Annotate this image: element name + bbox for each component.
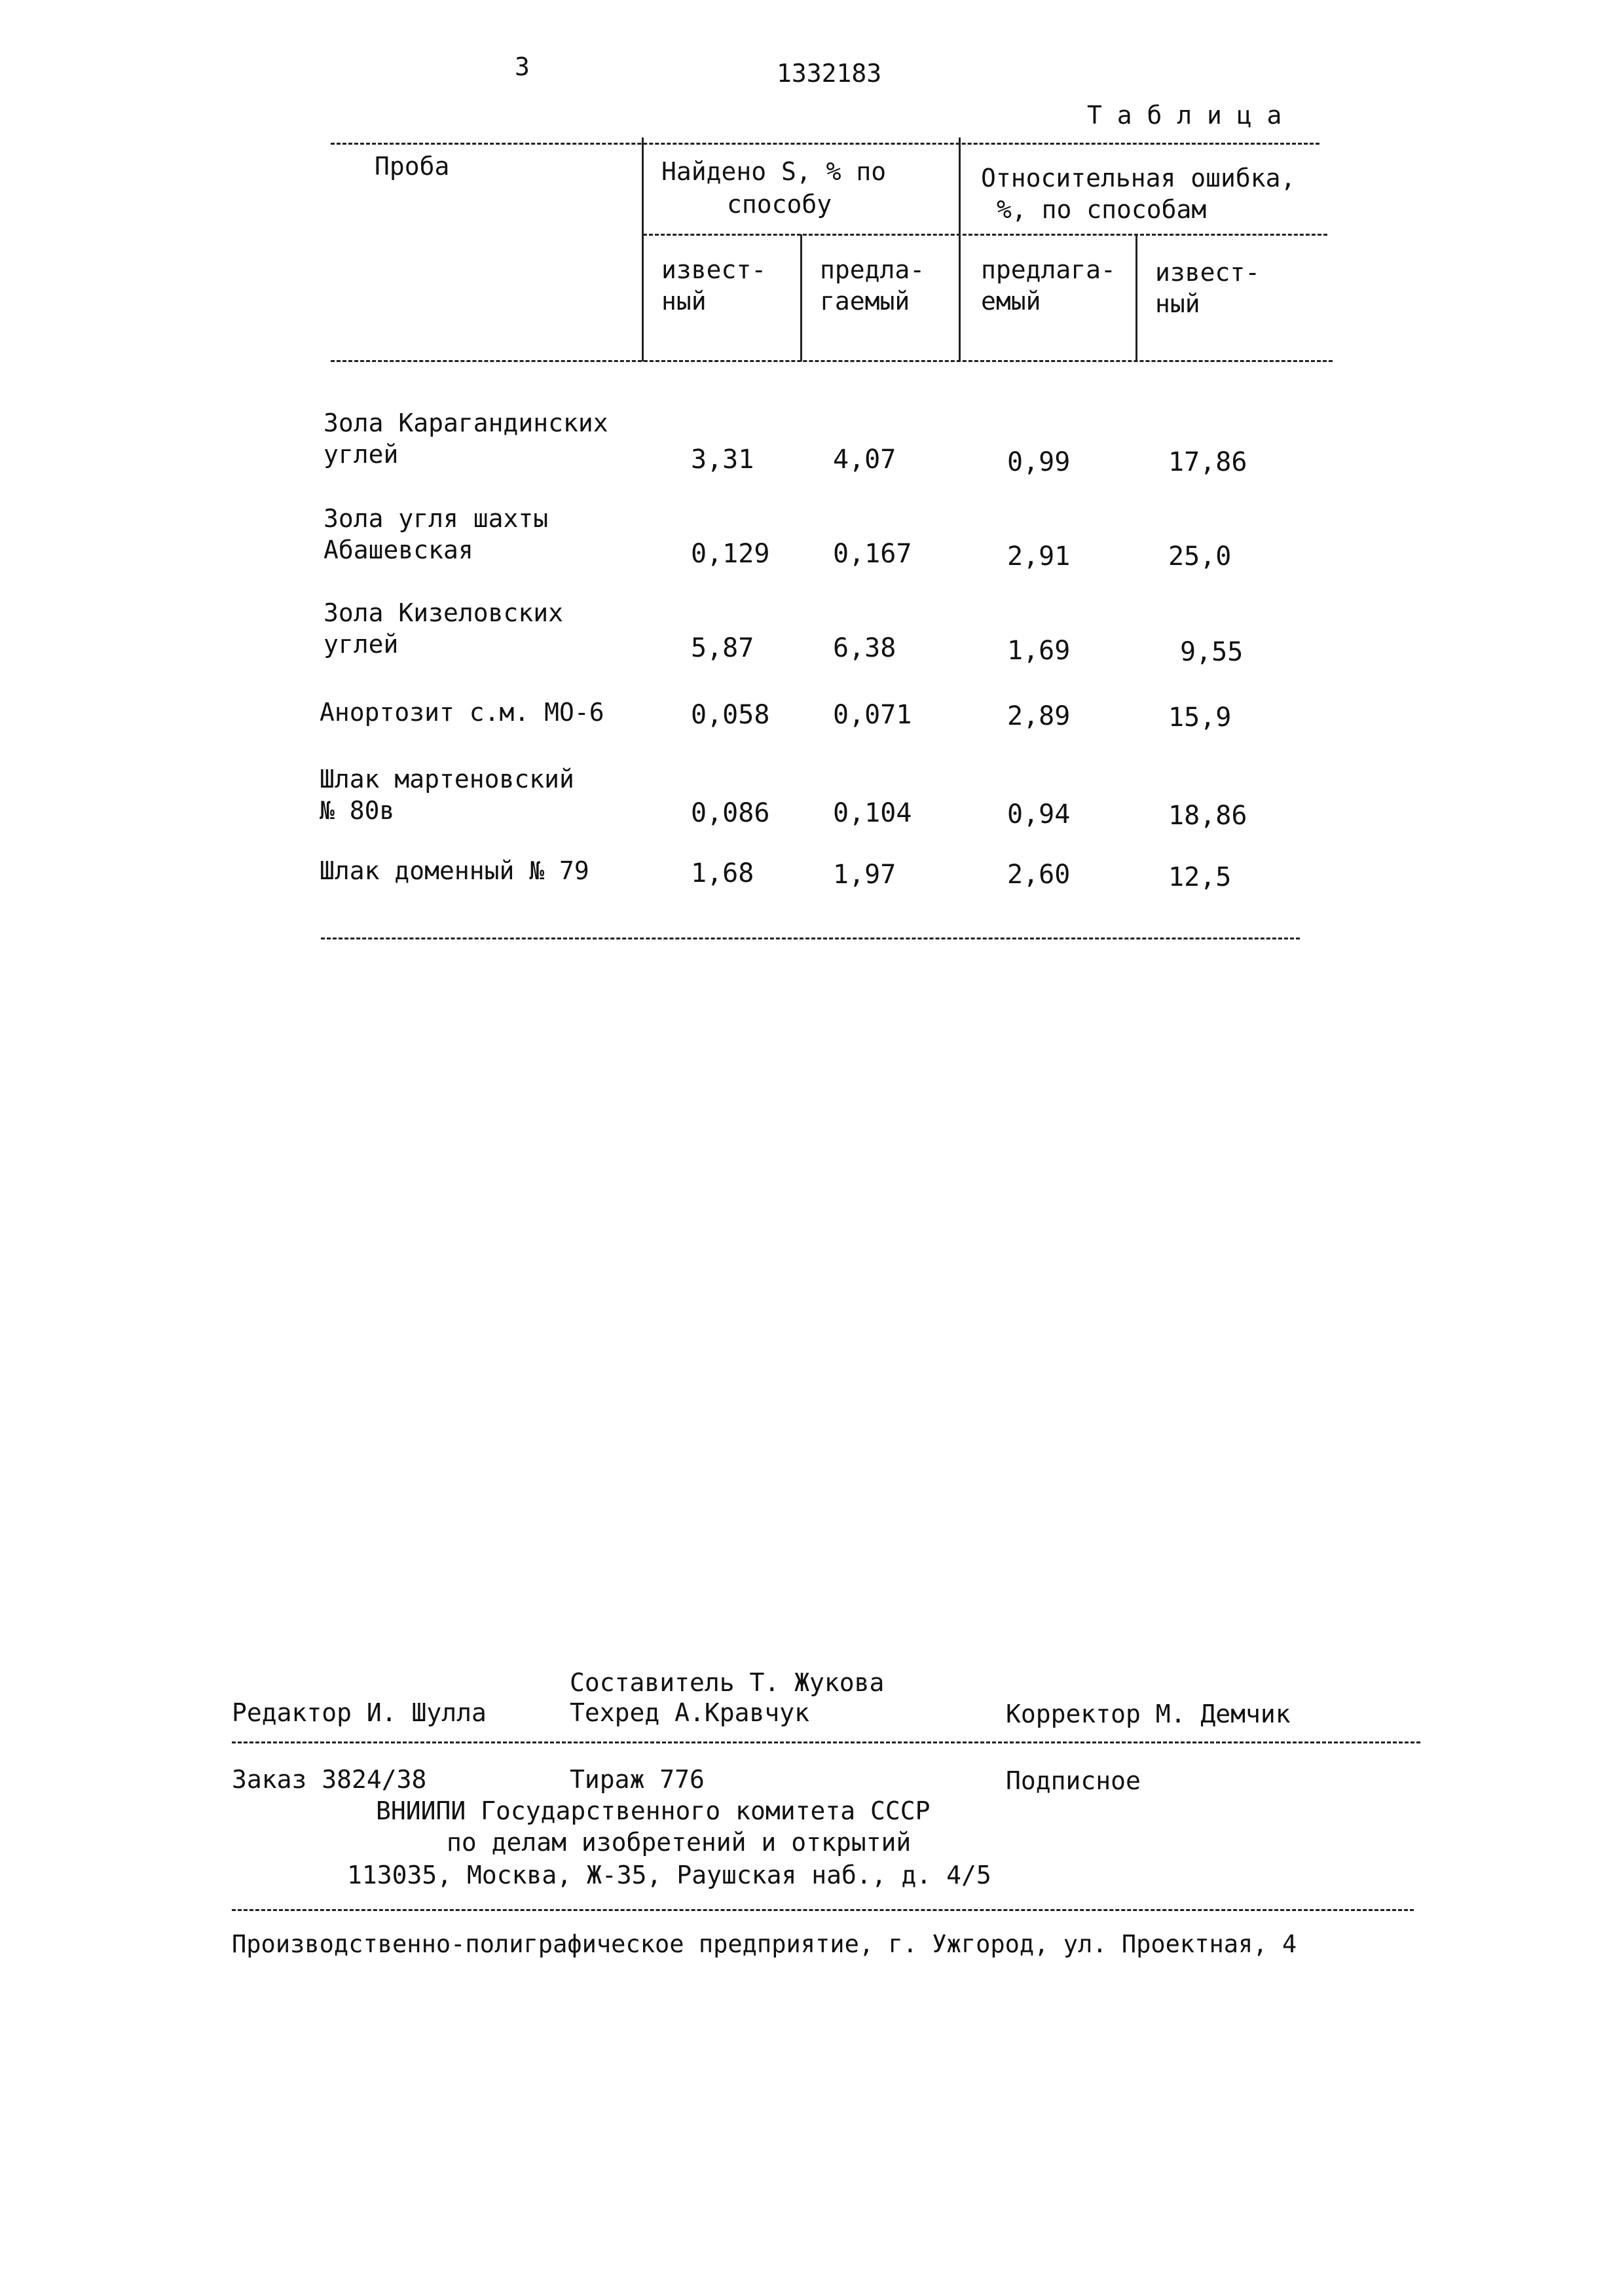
cell-err-known: 18,86 <box>1168 801 1247 831</box>
subheader-proposed2-line2: емый <box>981 287 1041 316</box>
cell-err-known: 9,55 <box>1180 637 1244 667</box>
header-found-line1: Найдено S, % по <box>661 157 887 186</box>
cell-err-proposed: 0,99 <box>1007 447 1071 477</box>
cell-err-known: 15,9 <box>1168 702 1232 733</box>
row-name-line1: Шлак мартеновский <box>320 765 574 793</box>
cell-err-known: 17,86 <box>1168 447 1247 477</box>
row-name-line1: Шлак доменный № 79 <box>320 856 589 885</box>
org-line-1: ВНИИПИ Государственного комитета СССР <box>376 1796 931 1825</box>
cell-err-proposed: 2,91 <box>1007 541 1071 572</box>
subheader-proposed2-line1: предлага- <box>981 255 1116 284</box>
patent-number: 1332183 <box>777 59 882 88</box>
cell-found-known: 0,086 <box>691 798 770 828</box>
cell-found-proposed: 1,97 <box>833 860 896 890</box>
header-error-line2: %, по способам <box>997 195 1207 224</box>
row-name-line1: Зола Карагандинских <box>323 409 608 437</box>
editor: Редактор И. Шулла <box>232 1698 487 1727</box>
subheader-known2-line2: ный <box>1155 289 1200 318</box>
cell-found-known: 3,31 <box>691 445 754 475</box>
order-number: Заказ 3824/38 <box>232 1765 427 1794</box>
row-name-line2: углей <box>323 630 399 659</box>
cell-err-proposed: 2,60 <box>1007 860 1071 890</box>
org-line-2: по делам изобретений и открытий <box>447 1828 912 1857</box>
col-divider-4 <box>1135 234 1137 361</box>
table-bottom-rule <box>321 938 1300 939</box>
cell-found-known: 5,87 <box>691 633 754 663</box>
table-top-rule <box>331 143 1320 145</box>
printer: Производственно-полиграфическое предприятие, г. Ужгород, ул. Проектная, 4 <box>232 1930 1297 1958</box>
imprint-rule-2 <box>232 1909 1414 1911</box>
col-divider-3 <box>959 137 961 361</box>
cell-err-proposed: 2,89 <box>1007 701 1071 731</box>
row-name-line1: Зола Кизеловских <box>323 598 564 627</box>
cell-err-known: 12,5 <box>1168 862 1232 892</box>
cell-err-proposed: 1,69 <box>1007 636 1071 666</box>
cell-found-proposed: 0,071 <box>833 700 912 730</box>
cell-found-known: 0,058 <box>691 700 770 730</box>
header-sample: Проба <box>375 152 450 181</box>
org-address: 113035, Москва, Ж-35, Раушская наб., д. 4/5 <box>347 1861 991 1889</box>
row-name-line1: Анортозит с.м. МО-6 <box>320 698 604 727</box>
col-divider-2 <box>800 234 802 361</box>
circulation: Тираж 776 <box>570 1765 705 1794</box>
compiler: Составитель Т. Жукова <box>570 1668 885 1697</box>
row-name-line2: № 80в <box>320 796 395 825</box>
corrector: Корректор М. Демчик <box>1006 1700 1291 1728</box>
header-mid-rule <box>643 234 1327 236</box>
row-name-line2: Абашевская <box>323 536 473 564</box>
cell-found-proposed: 0,104 <box>833 798 912 828</box>
imprint-rule-1 <box>232 1741 1420 1743</box>
row-name-line2: углей <box>323 440 399 469</box>
page-number: 3 <box>515 52 530 81</box>
techred: Техред А.Кравчук <box>570 1698 810 1727</box>
subscription: Подписное <box>1006 1766 1141 1795</box>
header-found-line2: способу <box>727 190 832 219</box>
subheader-proposed-line2: гаемый <box>820 287 910 316</box>
header-error-line1: Относительная ошибка, <box>981 164 1296 192</box>
cell-found-known: 1,68 <box>691 858 754 888</box>
cell-err-known: 25,0 <box>1168 541 1232 572</box>
cell-err-proposed: 0,94 <box>1007 799 1071 829</box>
header-bottom-rule <box>331 360 1333 362</box>
subheader-known2-line1: извест- <box>1155 258 1261 287</box>
subheader-known-line2: ный <box>661 287 707 316</box>
cell-found-known: 0,129 <box>691 539 770 569</box>
subheader-known-line1: извест- <box>661 255 767 284</box>
table-caption: Т а б л и ц а <box>1087 101 1282 130</box>
cell-found-proposed: 6,38 <box>833 633 896 663</box>
row-name-line1: Зола угля шахты <box>323 504 549 533</box>
cell-found-proposed: 4,07 <box>833 445 896 475</box>
cell-found-proposed: 0,167 <box>833 539 912 569</box>
col-divider-1 <box>642 137 644 361</box>
subheader-proposed-line1: предла- <box>820 255 925 284</box>
